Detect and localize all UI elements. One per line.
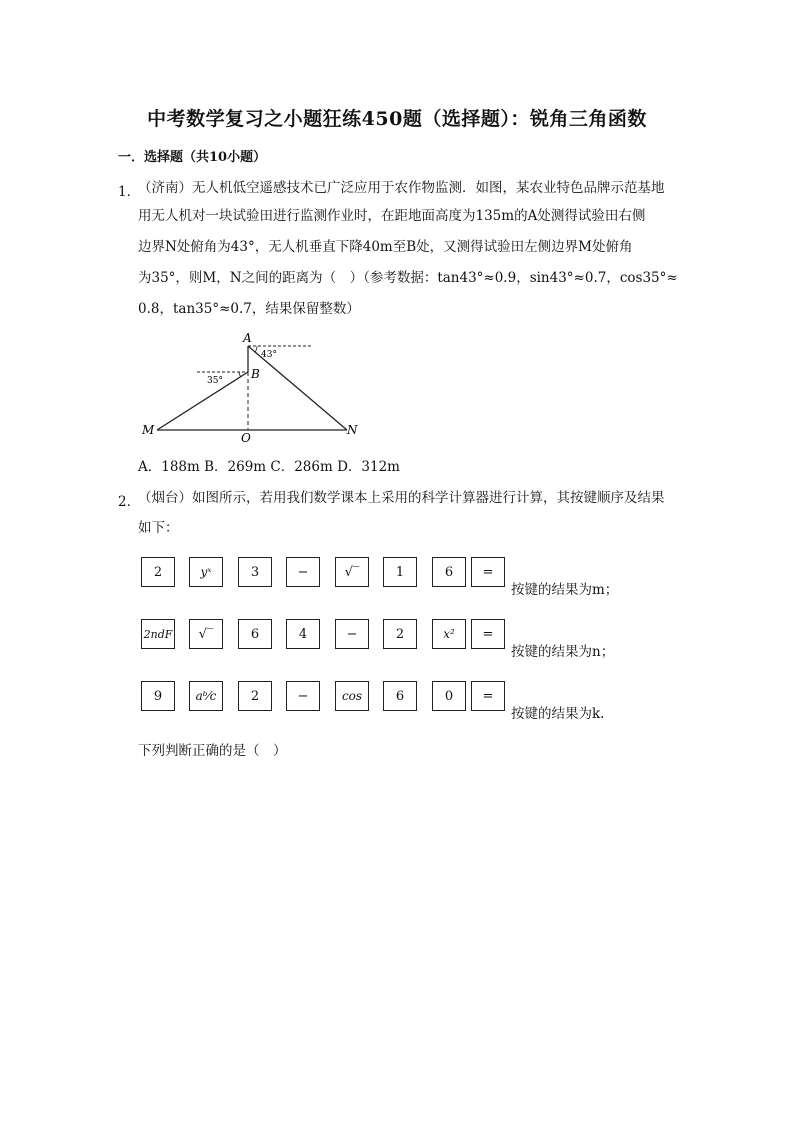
label-n: N bbox=[347, 423, 358, 437]
key-equals: = bbox=[471, 619, 505, 649]
key-square: x² bbox=[432, 619, 466, 649]
question-1-options: A．188m B．269m C．286m D．312m bbox=[138, 459, 400, 475]
key-2: 2 bbox=[238, 681, 272, 711]
label-m: M bbox=[142, 423, 155, 437]
key-0: 0 bbox=[432, 681, 466, 711]
question-1-line-5: 0.8，tan35°≈0.7，结果保留整数） bbox=[138, 301, 360, 317]
question-1-number: 1． bbox=[118, 184, 141, 200]
label-o: O bbox=[241, 431, 251, 445]
question-2-number: 2． bbox=[118, 494, 141, 510]
question-2-line-2: 如下： bbox=[138, 520, 179, 536]
angle-label-35: 35° bbox=[207, 376, 223, 386]
row-1-result: 按键的结果为m； bbox=[511, 582, 619, 598]
key-equals: = bbox=[471, 681, 505, 711]
page-title: 中考数学复习之小题狂练450题（选择题）：锐角三角函数 bbox=[147, 108, 647, 130]
key-equals: = bbox=[471, 557, 505, 587]
key-sqrt: √‾ bbox=[189, 619, 223, 649]
key-minus: − bbox=[335, 619, 369, 649]
key-6: 6 bbox=[238, 619, 272, 649]
key-3: 3 bbox=[238, 557, 272, 587]
key-2: 2 bbox=[141, 557, 175, 587]
section-heading: 一．选择题（共10小题） bbox=[118, 150, 267, 165]
angle-label-43: 43° bbox=[261, 350, 277, 360]
drone-geometry-figure bbox=[135, 330, 365, 445]
question-1-line-2: 用无人机对一块试验田进行监测作业时，在距地面高度为135m的A处测得试验田右侧 bbox=[138, 208, 646, 224]
question-2-line-1: （烟台）如图所示，若用我们数学课本上采用的科学计算器进行计算，其按键顺序及结果 bbox=[138, 490, 665, 506]
key-9: 9 bbox=[141, 681, 175, 711]
key-minus: − bbox=[286, 681, 320, 711]
question-2-prompt: 下列判断正确的是（ ） bbox=[138, 743, 287, 759]
question-1-line-1: （济南）无人机低空遥感技术已广泛应用于农作物监测．如图，某农业特色品牌示范基地 bbox=[138, 180, 665, 196]
key-power: yˣ bbox=[189, 557, 223, 587]
key-2: 2 bbox=[383, 619, 417, 649]
question-1-line-3: 边界N处俯角为43°，无人机垂直下降40m至B处，又测得试验田左侧边界M处俯角 bbox=[138, 239, 633, 255]
key-1: 1 bbox=[383, 557, 417, 587]
question-1-line-4: 为35°，则M，N之间的距离为（ ）（参考数据：tan43°≈0.9，sin43°≈0.7，cos35°≈ bbox=[138, 270, 678, 286]
key-6: 6 bbox=[383, 681, 417, 711]
key-cos: cos bbox=[335, 681, 369, 711]
label-a: A bbox=[243, 331, 252, 345]
label-b: B bbox=[251, 367, 260, 381]
key-fraction: aᵇ⁄c bbox=[189, 681, 223, 711]
row-3-result: 按键的结果为k. bbox=[511, 706, 605, 722]
key-minus: − bbox=[286, 557, 320, 587]
row-2-result: 按键的结果为n； bbox=[511, 644, 615, 660]
key-6: 6 bbox=[432, 557, 466, 587]
key-4: 4 bbox=[286, 619, 320, 649]
key-sqrt: √‾ bbox=[335, 557, 369, 587]
key-2ndf: 2ndF bbox=[141, 619, 175, 649]
angle-arc-a bbox=[255, 346, 257, 352]
segment-bm bbox=[157, 372, 248, 430]
angle-arc-b bbox=[239, 372, 241, 377]
